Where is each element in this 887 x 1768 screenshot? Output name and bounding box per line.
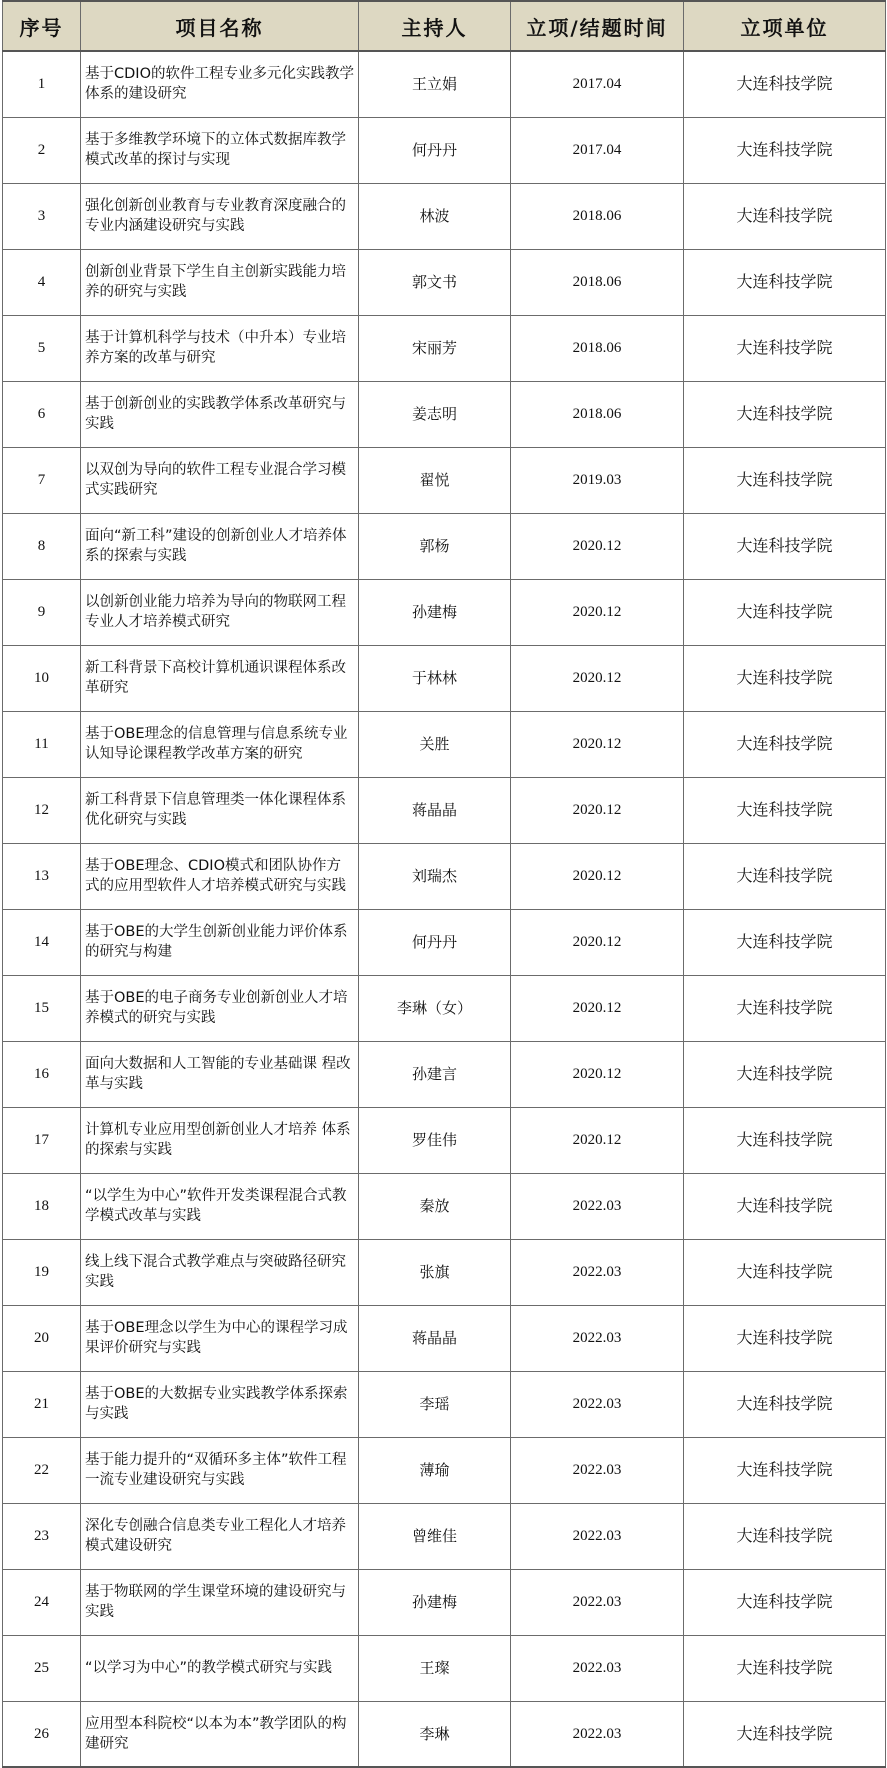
table-row: [3, 381, 886, 447]
cell-unit: 大连科技学院: [684, 249, 886, 315]
cell-no: 22: [3, 1437, 81, 1503]
cell-unit: 大连科技学院: [684, 1635, 886, 1701]
table-row: [3, 975, 886, 1041]
cell-project-name: 基于物联网的学生课堂环境的建设研究与实践: [81, 1569, 359, 1635]
cell-host: 秦放: [359, 1173, 511, 1239]
cell-unit: 大连科技学院: [684, 909, 886, 975]
cell-date: 2018.06: [511, 249, 684, 315]
table-row: [3, 1173, 886, 1239]
cell-host: 何丹丹: [359, 117, 511, 183]
cell-host: 孙建梅: [359, 579, 511, 645]
cell-unit: 大连科技学院: [684, 1107, 886, 1173]
cell-project-name: 基于OBE理念的信息管理与信息系统专业认知导论课程教学改革方案的研究: [81, 711, 359, 777]
cell-unit: 大连科技学院: [684, 843, 886, 909]
table-row: [3, 51, 886, 117]
cell-host: 蒋晶晶: [359, 1305, 511, 1371]
cell-project-name: 基于OBE理念、CDIO模式和团队协作方式的应用型软件人才培养模式研究与实践: [81, 843, 359, 909]
cell-no: 24: [3, 1569, 81, 1635]
cell-host: 李瑶: [359, 1371, 511, 1437]
cell-date: 2022.03: [511, 1437, 684, 1503]
cell-host: 郭文书: [359, 249, 511, 315]
cell-project-name: 线上线下混合式教学难点与突破路径研究实践: [81, 1239, 359, 1305]
cell-host: 林波: [359, 183, 511, 249]
cell-unit: 大连科技学院: [684, 1437, 886, 1503]
cell-no: 26: [3, 1701, 81, 1767]
cell-project-name: 新工科背景下高校计算机通识课程体系改革研究: [81, 645, 359, 711]
table-row: [3, 1701, 886, 1767]
cell-date: 2022.03: [511, 1371, 684, 1437]
cell-unit: 大连科技学院: [684, 1701, 886, 1767]
cell-no: 19: [3, 1239, 81, 1305]
cell-project-name: 基于多维教学环境下的立体式数据库教学模式改革的探讨与实现: [81, 117, 359, 183]
header-date: 立项/结题时间: [511, 1, 684, 51]
table-row: [3, 711, 886, 777]
cell-project-name: 面向大数据和人工智能的专业基础课 程改革与实践: [81, 1041, 359, 1107]
cell-date: 2022.03: [511, 1701, 684, 1767]
table-row: [3, 513, 886, 579]
cell-project-name: 基于CDIO的软件工程专业多元化实践教学体系的建设研究: [81, 51, 359, 117]
cell-project-name: “以学习为中心”的教学模式研究与实践: [81, 1635, 359, 1701]
cell-unit: 大连科技学院: [684, 711, 886, 777]
cell-date: 2018.06: [511, 381, 684, 447]
cell-unit: 大连科技学院: [684, 579, 886, 645]
cell-unit: 大连科技学院: [684, 513, 886, 579]
cell-no: 1: [3, 51, 81, 117]
cell-no: 25: [3, 1635, 81, 1701]
cell-unit: 大连科技学院: [684, 645, 886, 711]
cell-host: 翟悦: [359, 447, 511, 513]
table-row: [3, 1107, 886, 1173]
cell-date: 2020.12: [511, 1107, 684, 1173]
cell-date: 2020.12: [511, 645, 684, 711]
table-row: [3, 1239, 886, 1305]
cell-host: 李琳: [359, 1701, 511, 1767]
cell-project-name: “以学生为中心”软件开发类课程混合式教学模式改革与实践: [81, 1173, 359, 1239]
cell-host: 姜志明: [359, 381, 511, 447]
cell-project-name: 基于OBE的大数据专业实践教学体系探索与实践: [81, 1371, 359, 1437]
cell-host: 张旗: [359, 1239, 511, 1305]
table-header: [3, 1, 886, 51]
cell-date: 2022.03: [511, 1635, 684, 1701]
cell-no: 14: [3, 909, 81, 975]
cell-project-name: 面向“新工科”建设的创新创业人才培养体系的探索与实践: [81, 513, 359, 579]
cell-no: 17: [3, 1107, 81, 1173]
cell-host: 曾维佳: [359, 1503, 511, 1569]
header-host: 主持人: [359, 1, 511, 51]
cell-project-name: 计算机专业应用型创新创业人才培养 体系的探索与实践: [81, 1107, 359, 1173]
cell-host: 宋丽芳: [359, 315, 511, 381]
table-row: [3, 1371, 886, 1437]
table-body: [3, 51, 886, 1767]
cell-date: 2020.12: [511, 711, 684, 777]
table-row: [3, 909, 886, 975]
cell-project-name: 创新创业背景下学生自主创新实践能力培养的研究与实践: [81, 249, 359, 315]
cell-date: 2017.04: [511, 51, 684, 117]
cell-no: 7: [3, 447, 81, 513]
table-row: [3, 1305, 886, 1371]
cell-project-name: 深化专创融合信息类专业工程化人才培养模式建设研究: [81, 1503, 359, 1569]
header-no: 序号: [3, 1, 81, 51]
cell-project-name: 基于OBE的大学生创新创业能力评价体系的研究与构建: [81, 909, 359, 975]
cell-host: 罗佳伟: [359, 1107, 511, 1173]
cell-no: 15: [3, 975, 81, 1041]
cell-date: 2022.03: [511, 1569, 684, 1635]
table-row: [3, 117, 886, 183]
cell-host: 郭杨: [359, 513, 511, 579]
cell-host: 孙建言: [359, 1041, 511, 1107]
cell-no: 23: [3, 1503, 81, 1569]
cell-date: 2020.12: [511, 975, 684, 1041]
cell-host: 王立娟: [359, 51, 511, 117]
cell-unit: 大连科技学院: [684, 1239, 886, 1305]
cell-project-name: 基于OBE的电子商务专业创新创业人才培养模式的研究与实践: [81, 975, 359, 1041]
cell-project-name: 以创新创业能力培养为导向的物联网工程专业人才培养模式研究: [81, 579, 359, 645]
cell-no: 12: [3, 777, 81, 843]
cell-date: 2019.03: [511, 447, 684, 513]
cell-unit: 大连科技学院: [684, 1041, 886, 1107]
cell-project-name: 强化创新创业教育与专业教育深度融合的专业内涵建设研究与实践: [81, 183, 359, 249]
cell-no: 3: [3, 183, 81, 249]
cell-unit: 大连科技学院: [684, 1173, 886, 1239]
cell-unit: 大连科技学院: [684, 1503, 886, 1569]
header-row: [3, 1, 886, 51]
cell-no: 18: [3, 1173, 81, 1239]
table-row: [3, 1503, 886, 1569]
table-row: [3, 1635, 886, 1701]
table-row: [3, 1041, 886, 1107]
table-row: [3, 183, 886, 249]
cell-no: 13: [3, 843, 81, 909]
cell-date: 2020.12: [511, 909, 684, 975]
cell-project-name: 基于OBE理念以学生为中心的课程学习成果评价研究与实践: [81, 1305, 359, 1371]
table-row: [3, 843, 886, 909]
cell-unit: 大连科技学院: [684, 1569, 886, 1635]
cell-host: 李琳（女）: [359, 975, 511, 1041]
cell-unit: 大连科技学院: [684, 183, 886, 249]
table-row: [3, 249, 886, 315]
table-row: [3, 777, 886, 843]
cell-no: 8: [3, 513, 81, 579]
cell-no: 20: [3, 1305, 81, 1371]
cell-unit: 大连科技学院: [684, 315, 886, 381]
cell-host: 王璨: [359, 1635, 511, 1701]
cell-no: 2: [3, 117, 81, 183]
table-row: [3, 315, 886, 381]
cell-date: 2020.12: [511, 579, 684, 645]
header-project-name: 项目名称: [81, 1, 359, 51]
cell-project-name: 新工科背景下信息管理类一体化课程体系优化研究与实践: [81, 777, 359, 843]
cell-date: 2020.12: [511, 843, 684, 909]
cell-project-name: 基于创新创业的实践教学体系改革研究与实践: [81, 381, 359, 447]
cell-date: 2022.03: [511, 1173, 684, 1239]
cell-host: 关胜: [359, 711, 511, 777]
cell-date: 2018.06: [511, 183, 684, 249]
cell-project-name: 以双创为导向的软件工程专业混合学习模式实践研究: [81, 447, 359, 513]
cell-no: 9: [3, 579, 81, 645]
cell-host: 薄瑜: [359, 1437, 511, 1503]
cell-host: 刘瑞杰: [359, 843, 511, 909]
cell-no: 6: [3, 381, 81, 447]
cell-project-name: 基于能力提升的“双循环多主体”软件工程一流专业建设研究与实践: [81, 1437, 359, 1503]
cell-host: 孙建梅: [359, 1569, 511, 1635]
table-row: [3, 447, 886, 513]
cell-no: 11: [3, 711, 81, 777]
cell-project-name: 基于计算机科学与技术（中升本）专业培养方案的改革与研究: [81, 315, 359, 381]
cell-host: 于林林: [359, 645, 511, 711]
cell-date: 2022.03: [511, 1503, 684, 1569]
cell-date: 2020.12: [511, 777, 684, 843]
table-row: [3, 1437, 886, 1503]
cell-date: 2022.03: [511, 1305, 684, 1371]
cell-no: 5: [3, 315, 81, 381]
cell-date: 2020.12: [511, 1041, 684, 1107]
cell-date: 2018.06: [511, 315, 684, 381]
cell-host: 蒋晶晶: [359, 777, 511, 843]
cell-no: 21: [3, 1371, 81, 1437]
cell-unit: 大连科技学院: [684, 381, 886, 447]
cell-unit: 大连科技学院: [684, 1371, 886, 1437]
table-row: [3, 645, 886, 711]
cell-unit: 大连科技学院: [684, 447, 886, 513]
cell-unit: 大连科技学院: [684, 1305, 886, 1371]
cell-unit: 大连科技学院: [684, 117, 886, 183]
cell-unit: 大连科技学院: [684, 777, 886, 843]
table-row: [3, 1569, 886, 1635]
cell-project-name: 应用型本科院校“以本为本”教学团队的构建研究: [81, 1701, 359, 1767]
cell-date: 2017.04: [511, 117, 684, 183]
cell-no: 10: [3, 645, 81, 711]
cell-unit: 大连科技学院: [684, 51, 886, 117]
header-unit: 立项单位: [684, 1, 886, 51]
cell-no: 4: [3, 249, 81, 315]
cell-no: 16: [3, 1041, 81, 1107]
cell-unit: 大连科技学院: [684, 975, 886, 1041]
table-row: [3, 579, 886, 645]
cell-date: 2022.03: [511, 1239, 684, 1305]
cell-date: 2020.12: [511, 513, 684, 579]
cell-host: 何丹丹: [359, 909, 511, 975]
project-table: [2, 0, 886, 1768]
